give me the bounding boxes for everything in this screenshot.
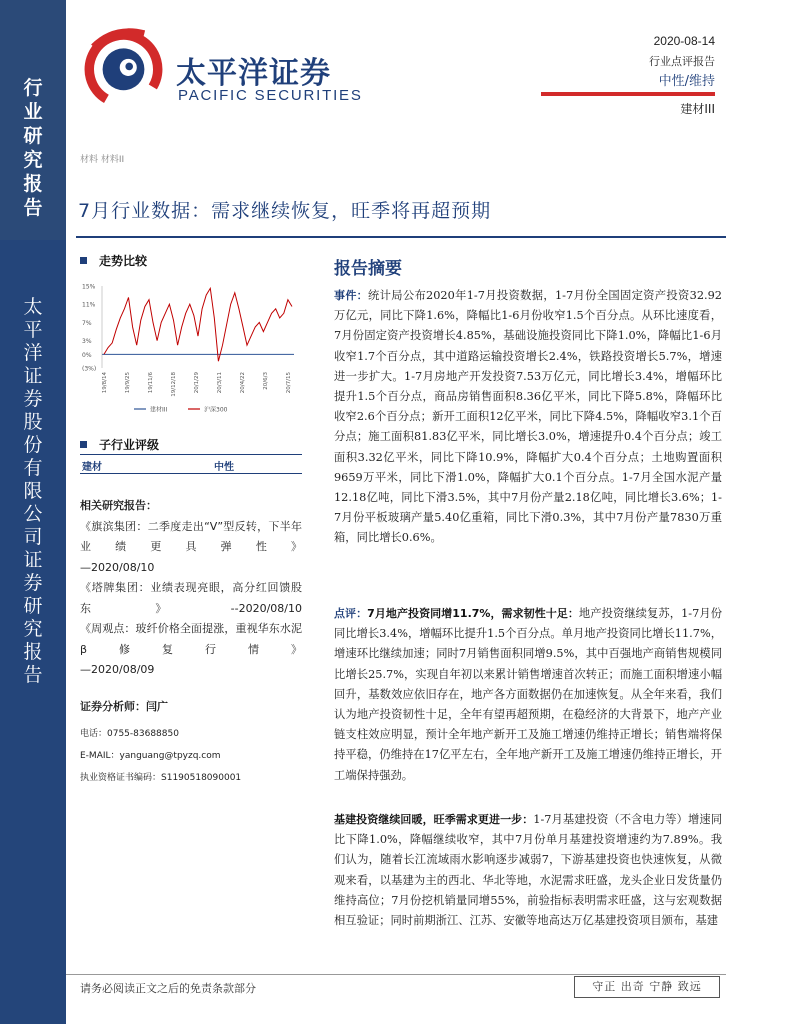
- comment-label: 点评：: [334, 607, 368, 620]
- y-tick-label: 3%: [82, 338, 92, 346]
- vertical-char: 券: [23, 572, 43, 594]
- x-tick-label: 19/11/6: [148, 372, 154, 394]
- vertical-char: 告: [23, 664, 43, 686]
- related-report-title[interactable]: 《旗滨集团：二季度走出“V”型反转，下半年业绩更具弹性》: [80, 519, 302, 553]
- x-tick-label: 20/1/29: [194, 372, 200, 394]
- event-text: 统计局公布2020年1-7月投资数据，1-7月份全国固定资产投资32.92万亿元，同比下降1.6%，降幅比1-6月份收窄1.5个百分点。从环比速度看，7月份固定资产投资增长4.85%，基础设施投资同比下降1.0%，降幅比1-6月收窄1.7个百分点，其中道路运输投资增长2.4%，铁路投资增长5.7%，增速进一步扩大。1-7月房地产开发投资7.53万亿元，同比增长3.4%，增幅环比提升1.5个百分点，商品房销售面积8.36亿平米，同比下降5.8%，降幅环比收窄2.6个百分点；新开工面积12亿平米，同比下降4.5%，降幅收窄3.1个百分点；施工面积81.83亿平米，同比增长3.0%，增速提升0.4个百分点；竣工面积3.32亿平米，同比下降10.9%，降幅扩大0.4个百分点；土地购置面积9659万平米，同比下滑1.0%，降幅扩大0.1个百分点。1-7月全国水泥产量12.18亿吨，同比下滑3.5%，其中7月份产量2.18亿吨，同比增长3.6%；1-7月份平板玻璃产量5.40亿重箱，同比下滑0.3%，其中7月份产量7830万重箱，同比增长0.6%。: [334, 289, 722, 545]
- sub-rating-top-rule: [80, 454, 302, 455]
- sub-rating-heading-label: 子行业评级: [99, 438, 160, 452]
- vertical-char: 行: [23, 77, 43, 99]
- brand-name-en: PACIFIC SECURITIES: [178, 87, 363, 104]
- analyst-heading: 证券分析师：闫广: [80, 700, 168, 713]
- vertical-char: 有: [23, 457, 43, 479]
- legend-label-series-1: 建材III: [150, 406, 168, 414]
- x-tick-label: 20/7/15: [286, 372, 292, 394]
- header-accent-line: [541, 92, 715, 96]
- vertical-char: 限: [23, 480, 43, 502]
- report-date: 2020-08-14: [653, 34, 715, 48]
- vertical-char: 太: [23, 296, 43, 318]
- legend-label-series-2: 沪深300: [204, 406, 228, 414]
- analyst-email[interactable]: E-MAIL：yanguang@tpyzq.com: [80, 751, 221, 761]
- vertical-char: 券: [23, 388, 43, 410]
- infrastructure-text: 1-7月基建投资（不含电力等）增速同比下降1.0%，降幅继续收窄，其中7月份单月基建投资增速约为7.89%。我们认为，随着长江流域雨水影响逐步减弱7，下游基建投资也快速恢复，从微观来看，以基建为主的西北、华北等地，水泥需求旺盛，龙头企业日发货量仍维持高位；7月份挖机销量同增55%，前验指标表明需求旺盛，这与宏观数据相互验证；同时前期浙江、江苏、安徽等地高达万亿基建投资项目颁布，基建: [334, 813, 722, 928]
- y-tick-label: (3%): [82, 365, 97, 373]
- y-tick-label: 15%: [82, 283, 96, 291]
- vertical-char: 研: [23, 125, 43, 147]
- vertical-char: 证: [23, 365, 43, 387]
- x-tick-label: 19/12/18: [171, 372, 177, 397]
- vertical-char: 公: [23, 503, 43, 525]
- comment-lead: 7月地产投资同增11.7%，需求韧性十足：: [367, 607, 579, 620]
- infrastructure-lead: 基建投资继续回暖，旺季需求更进一步：: [334, 813, 534, 826]
- analyst-info: [80, 698, 302, 789]
- report-type: 行业点评报告: [649, 55, 715, 68]
- sub-rating-section-heading: [80, 436, 159, 453]
- vertical-char: 份: [23, 434, 43, 456]
- x-tick-label: 20/4/22: [240, 372, 246, 394]
- vertical-report-type: [0, 76, 66, 220]
- vertical-char: 报: [23, 173, 43, 195]
- industry-rating: 中性/维持: [658, 74, 715, 89]
- y-tick-label: 7%: [82, 319, 92, 327]
- series-line-2: [104, 288, 292, 361]
- bullet-square-icon: [80, 257, 87, 264]
- abstract-paragraph-comment: [334, 604, 722, 786]
- abstract-paragraph-event: [334, 286, 722, 549]
- x-tick-label: 19/8/14: [102, 372, 108, 394]
- footer-disclaimer: 请务必阅读正文之后的免责条款部分: [80, 982, 256, 995]
- x-tick-label: 20/6/3: [263, 372, 269, 390]
- page-title: 7月行业数据：需求继续恢复，旺季将再超预期: [78, 200, 492, 222]
- trend-chart: [80, 276, 300, 422]
- x-tick-label: 20/3/11: [217, 372, 223, 394]
- breadcrumb: 材料 材料II: [80, 155, 125, 165]
- vertical-char: 究: [23, 618, 43, 640]
- vertical-char: 究: [23, 149, 43, 171]
- related-report-title[interactable]: 《塔牌集团：业绩表现亮眼，高分红回馈股东》--2020/08/10: [80, 581, 302, 615]
- sub-rating-value: 中性: [214, 462, 234, 473]
- title-divider: [76, 236, 726, 238]
- vertical-company-name: [0, 296, 66, 687]
- related-report-date: —2020/08/10: [80, 560, 155, 574]
- vertical-char: 平: [23, 319, 43, 341]
- related-reports-heading: 相关研究报告：: [80, 499, 157, 512]
- x-tick-label: 19/9/25: [125, 372, 131, 394]
- comment-text: 地产投资继续复苏，1-7月份同比增长3.4%，增幅环比提升1.5个百分点。单月地产投资同比增长11.7%，增速环比继续加速；同时7月销售面积同增9.5%，其中百强地产商销售规模同比增长25.7%，实现自年初以来累计销售增速首次转正；而施工面积增速小幅回升，基数效应依旧存在，地产各方面数据仍在加速恢复。从全年来看，我们认为地产投资韧性十足，全年有望再超预期，在稳经济的大背景下，地产产业链支柱效应明显，预计全年地产新开工及施工增速仍维持正增长；销售端将保持平稳，仍维持在17亿平左右，全年地产新开工及施工增速仍维持正增长，开工端保持强劲。: [334, 607, 722, 782]
- sub-rating-sector: 建材: [82, 462, 102, 473]
- related-report-date: —2020/08/09: [80, 663, 155, 676]
- bullet-square-icon: [80, 441, 87, 448]
- vertical-char: 股: [23, 411, 43, 433]
- brand-name-cn: 太平洋证券: [176, 56, 331, 91]
- trend-section-heading: [80, 252, 147, 269]
- pacific-securities-logo: [76, 18, 171, 113]
- abstract-heading: 报告摘要: [334, 259, 402, 279]
- footer-divider: [66, 974, 726, 975]
- footer-motto: 守正 出奇 宁静 致远: [574, 976, 720, 998]
- related-reports: [80, 496, 302, 681]
- analyst-phone: 电话：0755-83688850: [80, 729, 179, 739]
- vertical-char: 告: [23, 197, 43, 219]
- related-report-title[interactable]: 《周观点：玻纤价格全面提涨，重视华东水泥β修复行情》: [80, 622, 302, 656]
- y-tick-label: 0%: [82, 351, 92, 359]
- chart-legend-marks: [80, 404, 300, 414]
- event-label: 事件：: [334, 289, 368, 302]
- vertical-char: 证: [23, 549, 43, 571]
- vertical-char: 研: [23, 595, 43, 617]
- y-tick-label: 11%: [82, 301, 96, 309]
- sector-name: 建材III: [680, 102, 715, 116]
- trend-heading-label: 走势比较: [99, 254, 148, 268]
- chart-legend: [80, 404, 300, 416]
- vertical-char: 洋: [23, 342, 43, 364]
- vertical-char: 业: [23, 101, 43, 123]
- abstract-paragraph-infrastructure: [334, 810, 722, 931]
- analyst-cert: 执业资格证书编码：S1190518090001: [80, 773, 242, 783]
- vertical-char: 司: [23, 526, 43, 548]
- sub-rating-bottom-rule: [80, 473, 302, 474]
- vertical-char: 报: [23, 641, 43, 663]
